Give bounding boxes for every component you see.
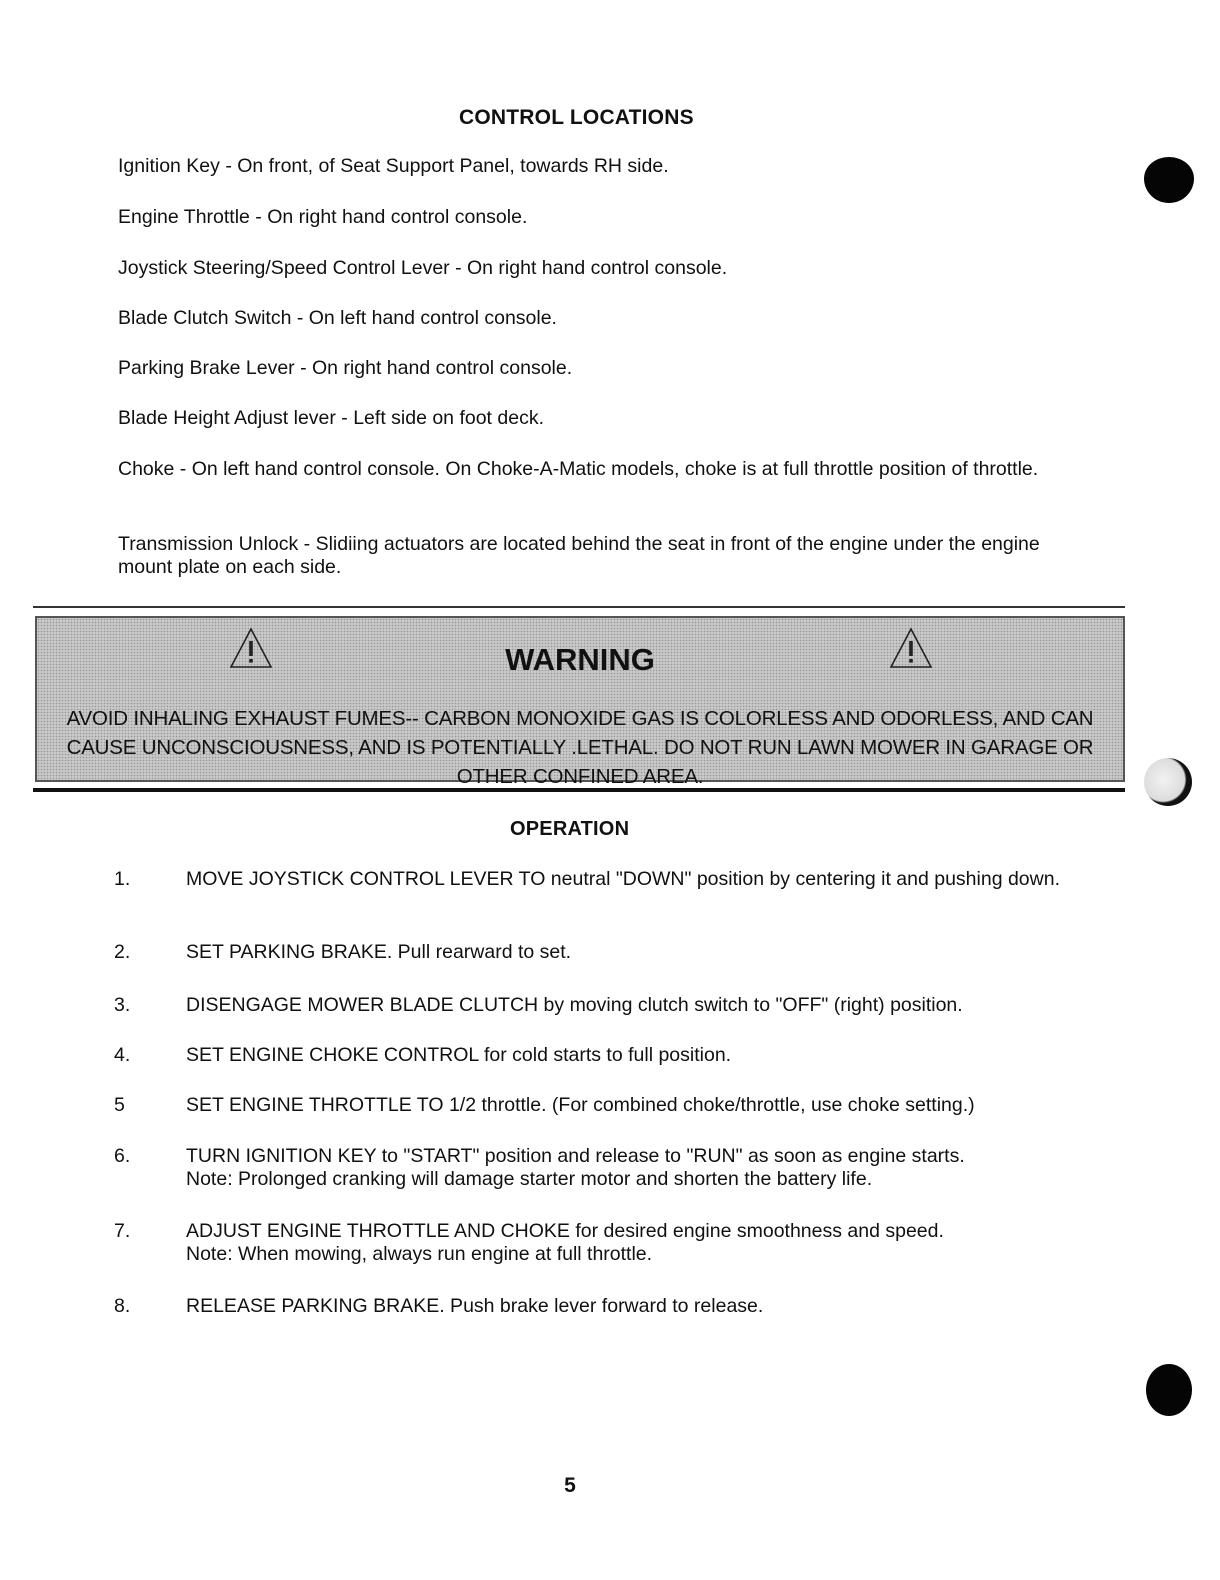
step-number: 4.	[114, 1044, 131, 1066]
warning-panel	[33, 606, 1125, 792]
step-text: SET ENGINE CHOKE CONTROL for cold starts to full position.	[186, 1044, 732, 1066]
step-text: SET ENGINE THROTTLE TO 1/2 throttle. (For combined choke/throttle, use choke setting.)	[186, 1094, 975, 1116]
warning-title: WARNING	[505, 642, 655, 677]
step-main-text: TURN IGNITION KEY to "START" position and release to "RUN" as soon as engine starts.	[186, 1145, 965, 1167]
step-number: 3.	[114, 994, 131, 1016]
step-number: 6.	[114, 1145, 131, 1167]
control-item-transmission-unlock: Transmission Unlock - Slidiing actuators are located behind the seat in front of the engine under the engine mount plate on each side.	[118, 533, 1040, 578]
control-item-engine-throttle: Engine Throttle - On right hand control console.	[118, 206, 528, 228]
punch-hole-bottom	[1146, 1364, 1192, 1416]
control-item-blade-height: Blade Height Adjust lever - Left side on foot deck.	[118, 407, 545, 429]
step-text: DISENGAGE MOWER BLADE CLUTCH by moving clutch switch to "OFF" (right) position.	[186, 994, 963, 1016]
step-main-text: ADJUST ENGINE THROTTLE AND CHOKE for desired engine smoothness and speed.	[186, 1220, 944, 1242]
control-item-ignition-key: Ignition Key - On front, of Seat Support Panel, towards RH side.	[118, 155, 669, 177]
control-item-blade-clutch: Blade Clutch Switch - On left hand control console.	[118, 307, 557, 329]
step-text	[186, 1145, 1116, 1191]
step-note: Note: When mowing, always run engine at full throttle.	[186, 1243, 653, 1265]
punch-hole-middle	[1144, 758, 1192, 806]
step-text: RELEASE PARKING BRAKE. Push brake lever forward to release.	[186, 1295, 764, 1317]
step-number: 2.	[114, 941, 131, 963]
step-text: MOVE JOYSTICK CONTROL LEVER TO neutral "DOWN" position by centering it and pushing down.	[186, 868, 1060, 890]
page-number: 5	[564, 1474, 576, 1497]
step-number: 5	[114, 1094, 125, 1116]
step-number: 8.	[114, 1295, 131, 1317]
step-text: SET PARKING BRAKE. Pull rearward to set.	[186, 941, 572, 963]
control-item-choke: Choke - On left hand control console. On Choke-A-Matic models, choke is at full throttle position of throttle.	[118, 458, 1039, 480]
step-note: Note: Prolonged cranking will damage starter motor and shorten the battery life.	[186, 1168, 873, 1190]
control-item-parking-brake: Parking Brake Lever - On right hand control console.	[118, 357, 573, 379]
warning-box	[35, 616, 1125, 788]
control-item-joystick: Joystick Steering/Speed Control Lever - On right hand control console.	[118, 257, 728, 279]
operation-heading: OPERATION	[510, 818, 630, 840]
punch-hole-top	[1144, 154, 1194, 203]
control-locations-heading: CONTROL LOCATIONS	[459, 106, 694, 129]
step-number: 1.	[114, 868, 131, 890]
warning-text: AVOID INHALING EXHAUST FUMES-- CARBON MONOXIDE GAS IS COLORLESS AND ODORLESS, AND CAN CAUSE UNCONSCIOUSNESS, AND IS POTENTIALLY .LETHAL. DO NOT RUN LAWN MOWER IN GARAGE OR OTHER CONFINED AREA.	[66, 707, 1094, 788]
warning-triangle-icon	[889, 626, 933, 670]
step-number: 7.	[114, 1220, 131, 1242]
step-text	[186, 1220, 1116, 1266]
